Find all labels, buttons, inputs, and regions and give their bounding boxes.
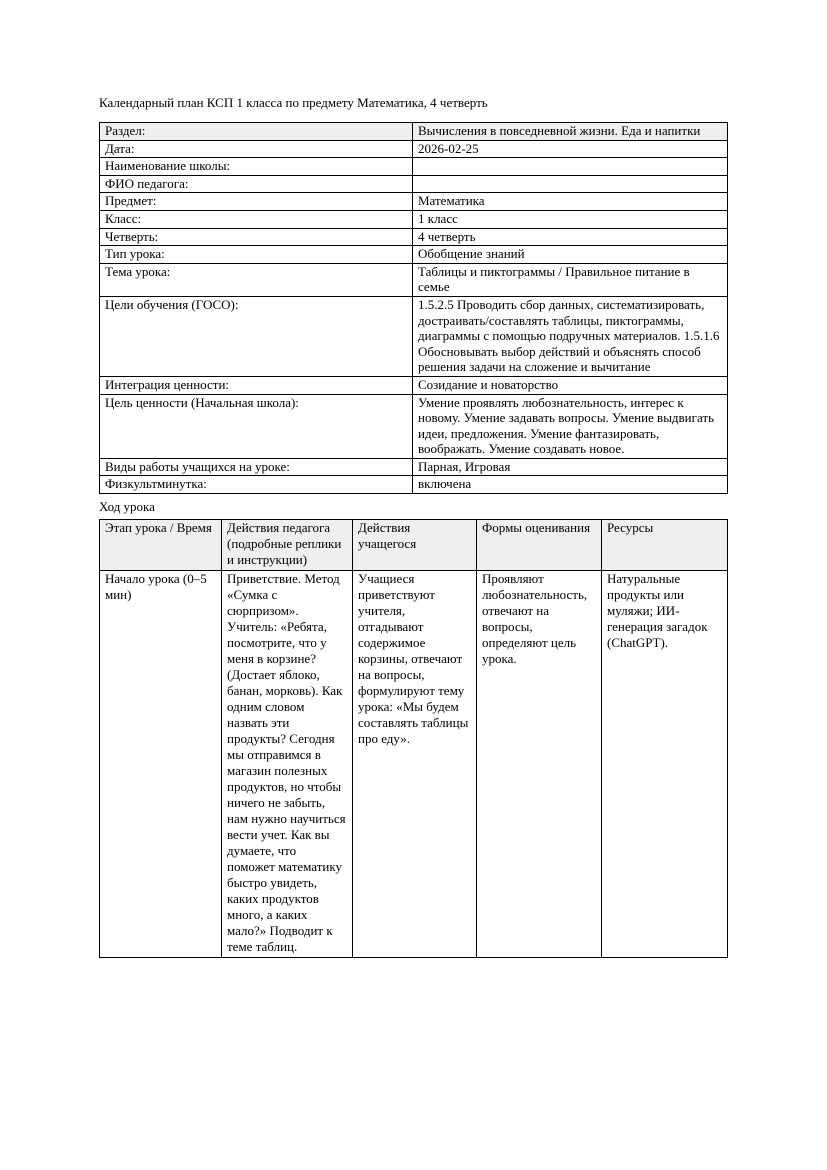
info-table-row [100,158,728,176]
info-row-label: Виды работы учащихся на уроке: [100,458,413,476]
info-row-value: Созидание и новаторство [413,376,728,394]
info-row-value [413,158,728,176]
info-row-label: Четверть: [100,228,413,246]
info-row-value: Таблицы и пиктограммы / Правильное питание в семье [413,263,728,296]
info-row-label: Цель ценности (Начальная школа): [100,394,413,458]
flow-cell-assessment: Проявляют любознательность, отвечают на вопросы, определяют цель урока. [477,571,602,958]
info-row-label: Физкультминутка: [100,476,413,494]
info-row-value: 4 четверть [413,228,728,246]
flow-column-header: Ресурсы [602,520,728,571]
info-table-row [100,246,728,264]
info-row-value: Парная, Игровая [413,458,728,476]
flow-column-header: Действия педагога (подробные реплики и инструкции) [222,520,353,571]
info-row-value: Обобщение знаний [413,246,728,264]
flow-cell-student-actions: Учащиеся приветствуют учителя, отгадывают содержимое корзины, отвечают на вопросы, формулируют тему урока: «Мы будем составлять таблицы про еду». [353,571,477,958]
document-title: Календарный план КСП 1 класса по предмету Математика, 4 четверть [99,95,488,110]
flow-column-header: Действия учащегося [353,520,477,571]
lesson-info-table [99,122,728,494]
info-row-value: Вычисления в повседневной жизни. Еда и напитки [413,123,728,141]
info-table-row [100,263,728,296]
lesson-flow-table [99,519,728,958]
flow-cell-stage: Начало урока (0–5 мин) [100,571,222,958]
info-row-value: 1 класс [413,210,728,228]
info-table-row [100,140,728,158]
info-row-value: Умение проявлять любознательность, интерес к новому. Умение задавать вопросы. Умение выдвигать идеи, предложения. Умение фантазировать, воображать. Умение создавать новое. [413,394,728,458]
flow-column-header: Формы оценивания [477,520,602,571]
info-row-label: Дата: [100,140,413,158]
info-row-label: Наименование школы: [100,158,413,176]
info-row-value: 1.5.2.5 Проводить сбор данных, систематизировать, достраивать/составлять таблицы, пиктограммы, диаграммы с помощью подручных материалов. 1.5.1.6 Обосновывать выбор действий и объяснять способ решения задачи на сложение и вычитание [413,296,728,376]
flow-column-header: Этап урока / Время [100,520,222,571]
info-table-row [100,228,728,246]
info-row-label: Тип урока: [100,246,413,264]
info-table-row [100,175,728,193]
info-table-row [100,193,728,211]
info-table-row [100,210,728,228]
info-table-row [100,476,728,494]
info-table-row [100,458,728,476]
info-table-row [100,123,728,141]
info-table-row [100,394,728,458]
section-heading: Ход урока [99,499,155,515]
document-content [99,95,728,958]
info-row-label: Цели обучения (ГОСО): [100,296,413,376]
info-row-value [413,175,728,193]
info-table-row [100,376,728,394]
info-row-label: Раздел: [100,123,413,141]
info-row-label: Предмет: [100,193,413,211]
info-table-row [100,296,728,376]
flow-table-row [100,571,728,958]
info-row-value: включена [413,476,728,494]
info-row-label: Тема урока: [100,263,413,296]
info-row-value: Математика [413,193,728,211]
flow-cell-teacher-actions: Приветствие. Метод «Сумка с сюрпризом». Учитель: «Ребята, посмотрите, что у меня в корзине? (Достает яблоко, банан, морковь). Как одним словом назвать эти продукты? Сегодня мы отправимся в магазин полезных продуктов, но чтобы ничего не забыть, нам нужно научиться вести учет. Как вы думаете, что поможет математику быстро увидеть, каких продуктов много, а каких мало?» Подводит к теме таблиц. [222,571,353,958]
flow-cell-resources: Натуральные продукты или муляжи; ИИ-генерация загадок (ChatGPT). [602,571,728,958]
flow-table-header-row [100,520,728,571]
info-row-label: ФИО педагога: [100,175,413,193]
info-row-label: Интеграция ценности: [100,376,413,394]
info-row-value: 2026-02-25 [413,140,728,158]
info-row-label: Класс: [100,210,413,228]
